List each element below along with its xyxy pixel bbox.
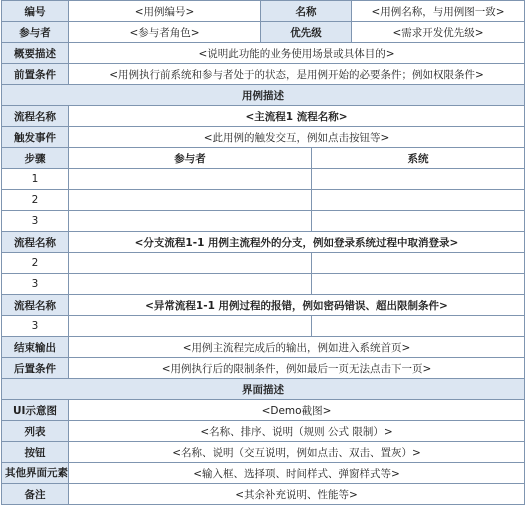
name-label: 名称 (261, 1, 352, 22)
other-elements-value: <输入框、选择项、时间样式、弹窗样式等> (69, 463, 525, 484)
step-system-cell (312, 211, 525, 232)
screenshot-label: UI示意图 (2, 400, 69, 421)
postcondition-value: <用例执行后的限制条件，例如最后一页无法点击下一页> (69, 358, 525, 379)
step-number: 3 (2, 316, 69, 337)
ui-section-row (2, 379, 525, 400)
note-label: 备注 (2, 484, 69, 505)
trigger-label: 触发事件 (2, 127, 69, 148)
step-actor-cell (69, 253, 312, 274)
row-alt-flow-name (2, 232, 525, 253)
exc-flow-name-label: 流程名称 (2, 295, 69, 316)
system-header: 系统 (312, 148, 525, 169)
actor-header: 参与者 (69, 148, 312, 169)
step-actor-cell (69, 190, 312, 211)
step-row (2, 211, 525, 232)
step-number: 3 (2, 274, 69, 295)
step-header: 步骤 (2, 148, 69, 169)
row-output (2, 337, 525, 358)
actor-value: <参与者角色> (69, 22, 261, 43)
row-step-header (2, 148, 525, 169)
use-case-table (1, 0, 525, 505)
output-label: 结束输出 (2, 337, 69, 358)
step-system-cell (312, 190, 525, 211)
step-actor-cell (69, 274, 312, 295)
main-flow-name-label: 流程名称 (2, 106, 69, 127)
step-number: 2 (2, 253, 69, 274)
ui-section-title: 界面描述 (2, 379, 525, 400)
actor-label: 参与者 (2, 22, 69, 43)
list-value: <名称、排序、说明（规则 公式 限制）> (69, 421, 525, 442)
row-actor-priority (2, 22, 525, 43)
screenshot-value: <Demo截图> (69, 400, 525, 421)
usecase-section-title: 用例描述 (2, 85, 525, 106)
step-row (2, 253, 525, 274)
row-exc-flow-name (2, 295, 525, 316)
row-screenshot (2, 400, 525, 421)
row-other-elements (2, 463, 525, 484)
step-system-cell (312, 253, 525, 274)
step-row (2, 274, 525, 295)
priority-label: 优先级 (261, 22, 352, 43)
row-main-flow-name (2, 106, 525, 127)
step-number: 2 (2, 190, 69, 211)
name-value: <用例名称，与用例图一致> (352, 1, 525, 22)
output-value: <用例主流程完成后的输出，例如进入系统首页> (69, 337, 525, 358)
use-case-template (1, 0, 524, 505)
id-value: <用例编号> (69, 1, 261, 22)
usecase-section-row (2, 85, 525, 106)
other-elements-label: 其他界面元素 (2, 463, 69, 484)
step-system-cell (312, 316, 525, 337)
step-row (2, 190, 525, 211)
precondition-label: 前置条件 (2, 64, 69, 85)
row-precondition (2, 64, 525, 85)
alt-flow-name-value: <分支流程1-1 用例主流程外的分支，例如登录系统过程中取消登录> (69, 232, 525, 253)
precondition-value: <用例执行前系统和参与者处于的状态，是用例开始的必要条件；例如权限条件> (69, 64, 525, 85)
row-note (2, 484, 525, 505)
button-label: 按钮 (2, 442, 69, 463)
exc-flow-name-value: <异常流程1-1 用例过程的报错，例如密码错误、超出限制条件> (69, 295, 525, 316)
step-actor-cell (69, 169, 312, 190)
row-postcondition (2, 358, 525, 379)
step-row (2, 316, 525, 337)
step-actor-cell (69, 211, 312, 232)
step-row (2, 169, 525, 190)
step-system-cell (312, 169, 525, 190)
note-value: <其余补充说明、性能等> (69, 484, 525, 505)
summary-value: <说明此功能的业务使用场景或具体目的> (69, 43, 525, 64)
summary-label: 概要描述 (2, 43, 69, 64)
step-system-cell (312, 274, 525, 295)
id-label: 编号 (2, 1, 69, 22)
trigger-value: <此用例的触发交互，例如点击按钮等> (69, 127, 525, 148)
step-number: 3 (2, 211, 69, 232)
step-actor-cell (69, 316, 312, 337)
row-summary (2, 43, 525, 64)
button-value: <名称、说明（交互说明，例如点击、双击、置灰）> (69, 442, 525, 463)
row-list (2, 421, 525, 442)
row-button (2, 442, 525, 463)
step-number: 1 (2, 169, 69, 190)
postcondition-label: 后置条件 (2, 358, 69, 379)
main-flow-name-value: <主流程1 流程名称> (69, 106, 525, 127)
list-label: 列表 (2, 421, 69, 442)
priority-value: <需求开发优先级> (352, 22, 525, 43)
row-trigger (2, 127, 525, 148)
row-id-name (2, 1, 525, 22)
alt-flow-name-label: 流程名称 (2, 232, 69, 253)
